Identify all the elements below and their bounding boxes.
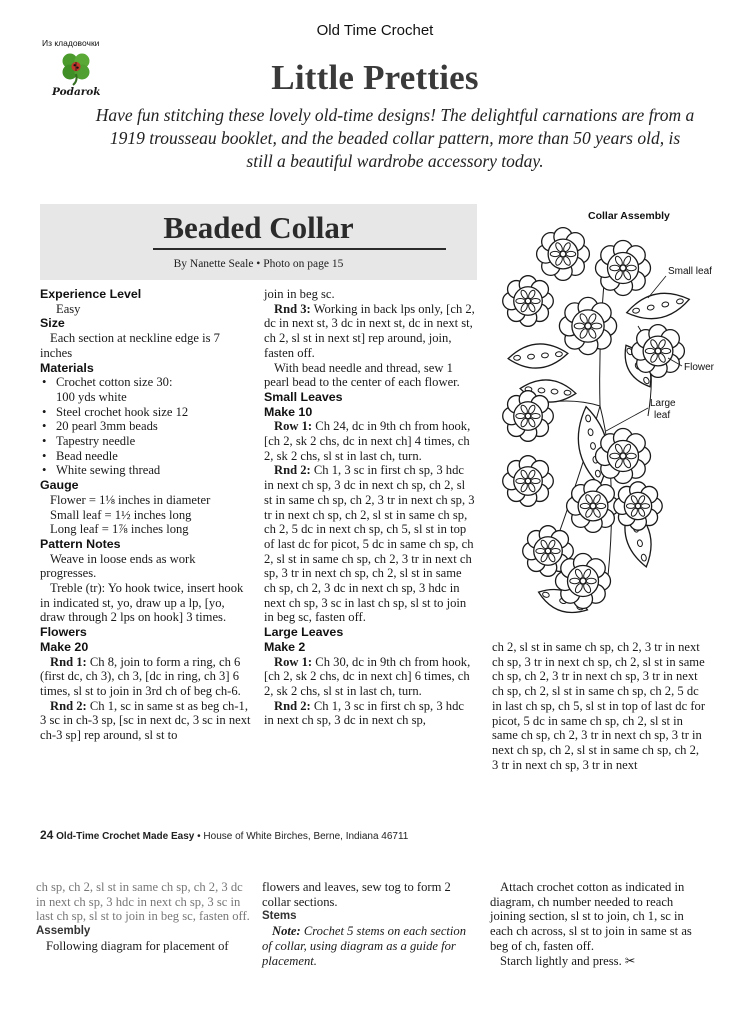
flower-motif bbox=[559, 297, 616, 354]
collar-assembly-diagram bbox=[488, 206, 718, 626]
large-leaf-row1: Row 1: Ch 30, dc in 9th ch from hook, [ch 2, sk 2 chs, dc in next ch] 6 times, ch 2, sk 2 chs, sl st in last ch, turn. bbox=[264, 654, 471, 698]
large-leaves-make: Make 2 bbox=[264, 639, 306, 654]
material-item: • 20 pearl 3mm beads bbox=[40, 419, 252, 434]
material-item: • Tapestry needle bbox=[40, 434, 252, 449]
label-flower: Flower bbox=[684, 362, 715, 373]
material-item: 100 yds white bbox=[56, 389, 127, 404]
faded-continuation: ch sp, ch 2, sl st in same ch sp, ch 2, 3 dc in next ch sp, 3 hdc in next ch sp, 3 sc in last ch sp, sl st to join in beg sc, fasten off. bbox=[36, 880, 250, 924]
material-item: • White sewing thread bbox=[40, 463, 252, 478]
label-large-leaf-1: Large bbox=[650, 398, 676, 409]
flower-rnd1: Rnd 1: Ch 8, join to form a ring, ch 6 (first dc, ch 3), ch 3, [dc in ring, ch 3] 6 times, sl st to join in 3rd ch of beg ch-6. bbox=[40, 654, 241, 698]
stamp-signature: Podarok bbox=[52, 86, 101, 98]
flowers-make: Make 20 bbox=[40, 639, 89, 654]
label-small-leaf: Small leaf bbox=[668, 266, 712, 277]
page-number: 24 bbox=[40, 828, 54, 842]
gauge-item: Small leaf = 1½ inches long bbox=[50, 507, 192, 522]
small-leaves-heading: Small Leaves bbox=[264, 389, 343, 404]
gauge-item: Flower = 1⅛ inches in diameter bbox=[50, 492, 211, 507]
leaf-motif bbox=[624, 288, 692, 325]
continued-pattern-text: ch 2, sl st in same ch sp, ch 2, 3 tr in next ch sp, 3 tr in next ch sp, ch 2, sl st in same ch sp, ch 2, 3 tr in next ch sp, 3 tr in next ch sp, ch 2, sl st in same ch sp, ch 2, 5 dc in last ch sp, ch 5, sl st in top of last dc for picot, 5 dc in same ch sp, ch 2, sl st in same ch sp, ch 2, 3 tr in next ch sp, 3 tr in next ch sp, ch 2, sl st in same ch sp, ch 2, 3 tr in next ch sp, 3 tr in next bbox=[492, 640, 706, 772]
column-2 bbox=[264, 287, 476, 728]
bottom-column-3 bbox=[490, 880, 705, 968]
page-footer: 24 Old-Time Crochet Made Easy • House of White Birches, Berne, Indiana 46711 bbox=[40, 828, 409, 842]
large-leaves-heading: Large Leaves bbox=[264, 625, 344, 640]
assembly-heading: Assembly bbox=[36, 925, 91, 938]
stamp-caption: Из кладовочки bbox=[42, 38, 100, 48]
column-3 bbox=[492, 640, 707, 772]
small-leaves-make: Make 10 bbox=[264, 404, 313, 419]
stems-note: Note: Crochet 5 stems on each section of collar, using diagram as a guide for placement. bbox=[262, 924, 467, 968]
leaf-motif bbox=[507, 341, 569, 370]
small-leaf-row1: Row 1: Ch 24, dc in 9th ch from hook, [ch 2, sk 2 chs, dc in next ch] 4 times, ch 2, sk 2 chs, sl st in last ch, turn. bbox=[264, 419, 471, 463]
flower-motif bbox=[556, 554, 611, 609]
flower-motif bbox=[632, 325, 685, 378]
flower-motif bbox=[503, 456, 554, 507]
flower-motif bbox=[596, 241, 651, 296]
bottom-column-1 bbox=[36, 880, 251, 954]
book-title: Old-Time Crochet Made Easy bbox=[56, 831, 195, 842]
intro-paragraph: Have fun stitching these lovely old-time designs! The delightful carnations are from a 1919 trousseau booklet, and the beaded collar pattern, more than 50 years old, is still a beautiful wardrobe accessory today. bbox=[95, 105, 695, 171]
end-mark-icon: ✂ bbox=[624, 953, 636, 968]
flower-motif bbox=[537, 228, 590, 281]
materials-heading: Materials bbox=[40, 360, 94, 375]
gauge-item: Long leaf = 1⅞ inches long bbox=[50, 522, 189, 537]
pattern-notes-heading: Pattern Notes bbox=[40, 536, 121, 551]
experience-value: Easy bbox=[56, 301, 81, 316]
assembly-text: Following diagram for placement of bbox=[46, 938, 229, 953]
size-heading: Size bbox=[40, 316, 65, 331]
site-title: Old Time Crochet bbox=[316, 22, 434, 39]
material-item: • Crochet cotton size 30: bbox=[40, 375, 252, 390]
article-title: Beaded Collar bbox=[163, 210, 354, 245]
stems-heading: Stems bbox=[262, 910, 297, 923]
experience-heading: Experience Level bbox=[40, 287, 142, 301]
material-item: • Steel crochet hook size 12 bbox=[40, 405, 252, 420]
notes-paragraph: Weave in loose ends as work progresses. bbox=[40, 551, 196, 581]
flower-motif bbox=[503, 276, 554, 327]
page-heading: Little Pretties bbox=[271, 58, 479, 97]
bead-paragraph: With bead needle and thread, sew 1 pearl bead to the center of each flower. bbox=[264, 360, 460, 390]
byline: By Nanette Seale • Photo on page 15 bbox=[173, 258, 344, 270]
finishing-text: Starch lightly and press. ✂ bbox=[500, 953, 636, 968]
flower-motif bbox=[596, 429, 651, 484]
label-leader bbox=[606, 408, 648, 431]
assembly-continued: flowers and leaves, sew tog to form 2 collar sections. bbox=[262, 880, 451, 909]
continued-text: join in beg sc. bbox=[264, 287, 335, 301]
gauge-heading: Gauge bbox=[40, 478, 79, 493]
label-large-leaf-2: leaf bbox=[654, 410, 671, 421]
size-text: Each section at neckline edge is 7 inches bbox=[40, 331, 220, 360]
title-underline bbox=[153, 248, 446, 250]
flower-motif bbox=[614, 482, 662, 530]
large-leaf-rnd2: Rnd 2: Ch 1, 3 sc in first ch sp, 3 hdc in next ch sp, 3 dc in next ch sp, bbox=[264, 698, 464, 728]
flower-rnd2: Rnd 2: Ch 1, sc in same st as beg ch-1, 3 sc in ch-3 sp, [sc in next dc, 3 sc in next ch-3 sp] rep around, sl st to bbox=[40, 698, 251, 743]
small-leaf-rnd2: Rnd 2: Ch 1, 3 sc in first ch sp, 3 hdc in next ch sp, 3 dc in next ch sp, ch 2, sl st in same ch sp, ch 2, 3 tr in next ch sp, 3 tr in next ch sp, ch 2, sl st in same ch sp, ch 2, 5 dc in next ch sp, ch 5, sl st in top of last dc for picot, 5 dc in same ch sp, ch 2, sl st in same ch sp, ch 2, 3 tr in next ch sp, 3 tr in next ch sp, ch 2, sl st in same ch sp, ch 2, 3 dc in next ch sp, 3 hdc in next ch sp, 3 sc in last ch sp, sl st to join in beg sc, fasten off. bbox=[264, 463, 475, 625]
flowers-heading: Flowers bbox=[40, 625, 87, 640]
flower-motif bbox=[503, 391, 554, 442]
bottom-column-2 bbox=[262, 880, 477, 968]
column-1 bbox=[40, 287, 252, 743]
publisher: House of White Birches, Berne, Indiana 46711 bbox=[203, 831, 409, 842]
diagram-title: Collar Assembly bbox=[588, 210, 670, 222]
flower-rnd3: Rnd 3: Working in back lps only, [ch 2, dc in next st, 3 dc in next st, dc in next st, ch 2, sl st in next st] rep around, join, fasten off. bbox=[264, 301, 475, 360]
flower-motif bbox=[567, 480, 620, 533]
notes-paragraph: Treble (tr): Yo hook twice, insert hook in indicated st, yo, draw up a lp, [yo, draw through 2 lps on hook] 3 times. bbox=[40, 581, 244, 625]
material-item: • Bead needle bbox=[40, 449, 252, 464]
stems-instructions: Attach crochet cotton as indicated in diagram, ch number needed to reach joining section, sl st to join, ch 1, sc in each ch across, sl st to join in same st as beg of ch, fasten off. bbox=[490, 880, 692, 953]
